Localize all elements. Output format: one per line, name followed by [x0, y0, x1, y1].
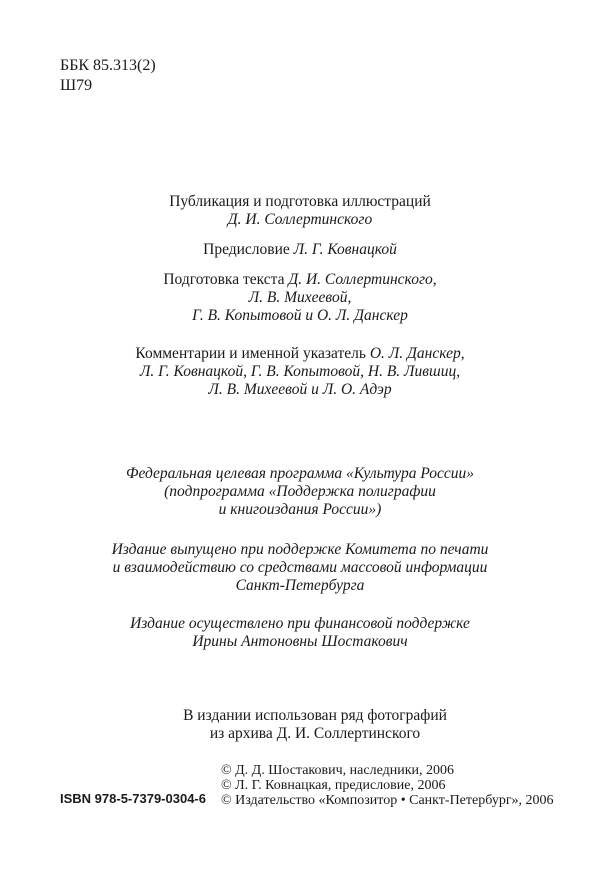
- text-label: Подготовка текста: [163, 271, 285, 288]
- text-name-1: Д. И. Соллертинского,: [288, 271, 437, 288]
- bbk-code: ББК 85.313(2): [60, 57, 156, 74]
- committee-line-1: Издание выпущено при поддержке Комитета по печати: [111, 541, 489, 558]
- copyright-line-2: © Л. Г. Ковнацкая, предисловие, 2006: [221, 778, 446, 793]
- preface-label: Предисловие: [203, 241, 290, 258]
- photos-line-1: В издании использован ряд фотографий: [183, 707, 447, 724]
- copyright-block: [221, 763, 554, 808]
- author-mark: Ш79: [60, 77, 93, 94]
- preface-name: Л. Г. Ковнацкой: [293, 241, 397, 258]
- comments-name-2: Л. Г. Ковнацкой, Г. В. Копытовой, Н. В. Лившиц,: [139, 363, 461, 380]
- text-name-2: Л. В. Михеевой,: [248, 289, 352, 306]
- copyright-line-1: © Д. Д. Шостакович, наследники, 2006: [221, 763, 454, 778]
- sponsor-line-2: Ирины Антоновны Шостакович: [192, 633, 408, 650]
- classification-block: [60, 56, 156, 96]
- comments-name-3: Л. В. Михеевой и Л. О. Адэр: [208, 381, 392, 398]
- comments-name-1: О. Л. Данскер,: [369, 345, 465, 362]
- text-name-3: Г. В. Копытовой и О. Л. Данскер: [192, 307, 408, 324]
- preface-credit: [0, 241, 600, 259]
- comments-label: Комментарии и именной указатель: [135, 345, 366, 362]
- photos-line-2: из архива Д. И. Соллертинского: [209, 725, 421, 742]
- illustrations-name: Д. И. Соллертинского: [227, 211, 373, 228]
- committee-support: [0, 541, 600, 595]
- committee-line-3: Санкт-Петербурга: [235, 577, 365, 594]
- committee-line-2: и взаимодействию со средствами массовой информации: [112, 559, 488, 576]
- illustrations-credit: [0, 193, 600, 229]
- sponsor-support: [0, 615, 600, 651]
- program-line-3: и книгоиздания России»): [218, 501, 382, 518]
- program-line-2: (подпрограмма «Поддержка полиграфии: [164, 483, 436, 500]
- comments-credit: [0, 345, 600, 399]
- isbn: ISBN 978-5-7379-0304-6: [60, 791, 206, 806]
- sponsor-line-1: Издание осуществлено при финансовой поддержке: [130, 615, 470, 632]
- text-credit: [0, 271, 600, 325]
- illustrations-label: Публикация и подготовка иллюстраций: [169, 193, 431, 210]
- copyright-line-3: © Издательство «Композитор • Санкт-Петербург», 2006: [221, 793, 554, 808]
- program-line-1: Федеральная целевая программа «Культура России»: [126, 465, 474, 482]
- program-support: [0, 465, 600, 519]
- photos-note: [15, 707, 600, 743]
